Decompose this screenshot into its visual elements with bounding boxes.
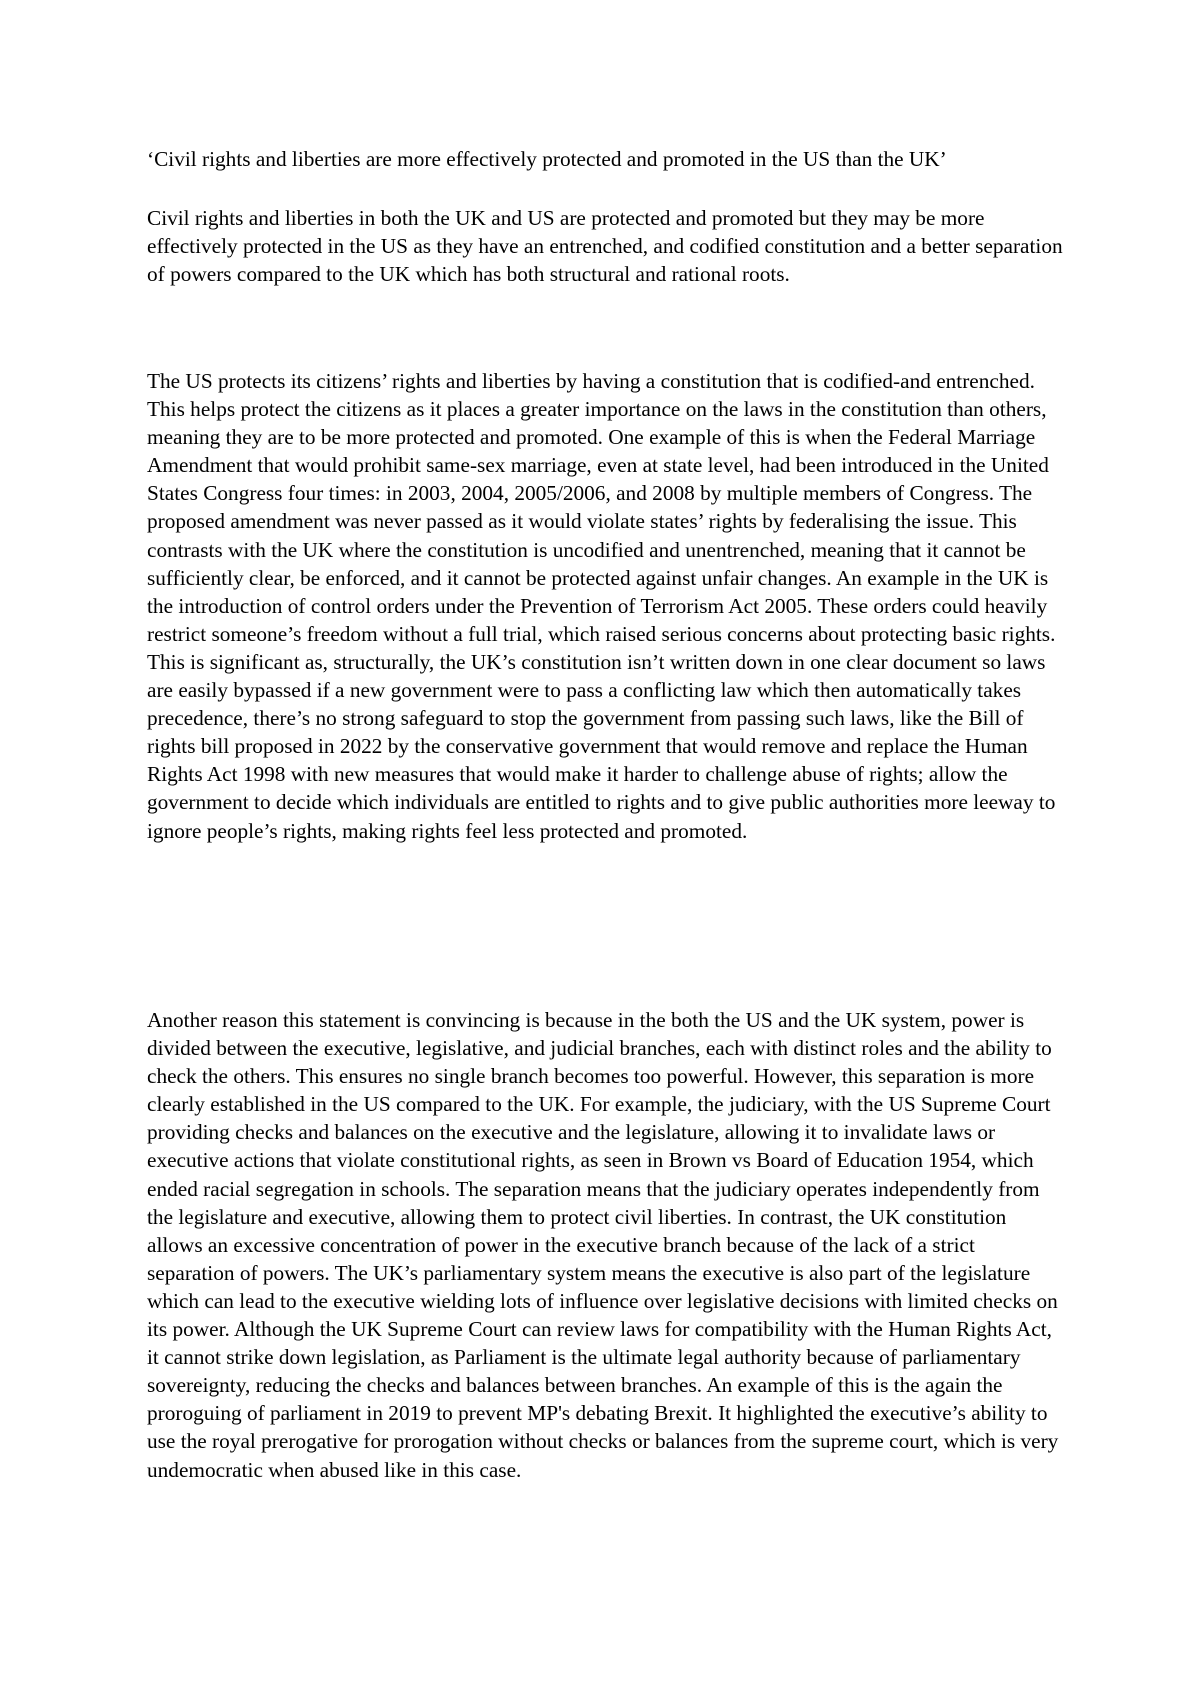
body-paragraph-1: The US protects its citizens’ rights and liberties by having a constitution that is codified-and entrenched. This helps protect the citizens as it places a greater importance on the laws in the constitution than others, meaning they are to be more protected and promoted. One example of this is when the Federal Marriage Amendment that would prohibit same-sex marriage, even at state level, had been introduced in the United States Congress four times: in 2003, 2004, 2005/2006, and 2008 by multiple members of Congress. The proposed amendment was never passed as it would violate states’ rights by federalising the issue. This contrasts with the UK where the constitution is uncodified and unentrenched, meaning that it cannot be sufficiently clear, be enforced, and it cannot be protected against unfair changes. An example in the UK is the introduction of control orders under the Prevention of Terrorism Act 2005. These orders could heavily restrict someone’s freedom without a full trial, which raised serious concerns about protecting basic rights. This is significant as, structurally, the UK’s constitution isn’t written down in one clear document so laws are easily bypassed if a new government were to pass a conflicting law which then automatically takes precedence, there’s no strong safeguard to stop the government from passing such laws, like the Bill of rights bill proposed in 2022 by the conservative government that would remove and replace the Human Rights Act 1998 with new measures that would make it harder to challenge abuse of rights; allow the government to decide which individuals are entitled to rights and to give public authorities more leeway to ignore people’s rights, making rights feel less protected and promoted. (147, 369, 1056, 843)
intro-paragraph: Civil rights and liberties in both the UK and US are protected and promoted but they may be more effectively protected in the US as they have an entrenched, and codified constitution and a better separation of powers compared to the UK which has both structural and rational roots. (147, 206, 1063, 287)
body-paragraph-2: Another reason this statement is convincing is because in the both the US and the UK system, power is divided between the executive, legislative, and judicial branches, each with distinct roles and the ability to check the others. This ensures no single branch becomes too powerful. However, this separation is more clearly established in the US compared to the UK. For example, the judiciary, with the US Supreme Court providing checks and balances on the executive and the legislature, allowing it to invalidate laws or executive actions that violate constitutional rights, as seen in Brown vs Board of Education 1954, which ended racial segregation in schools. The separation means that the judiciary operates independently from the legislature and executive, allowing them to protect civil liberties. In contrast, the UK constitution allows an excessive concentration of power in the executive branch because of the lack of a strict separation of powers. The UK’s parliamentary system means the executive is also part of the legislature which can lead to the executive wielding lots of influence over legislative decisions with limited checks on its power. Although the UK Supreme Court can review laws for compatibility with the Human Rights Act, it cannot strike down legislation, as Parliament is the ultimate legal authority because of parliamentary sovereignty, reducing the checks and balances between branches. An example of this is the again the proroguing of parliament in 2019 to prevent MP's debating Brexit. It highlighted the executive’s ability to use the royal prerogative for prorogation without checks or balances from the supreme court, which is very undemocratic when abused like in this case. (147, 1008, 1059, 1482)
essay-title: ‘Civil rights and liberties are more effectively protected and promoted in the US than the UK’ (147, 147, 947, 171)
